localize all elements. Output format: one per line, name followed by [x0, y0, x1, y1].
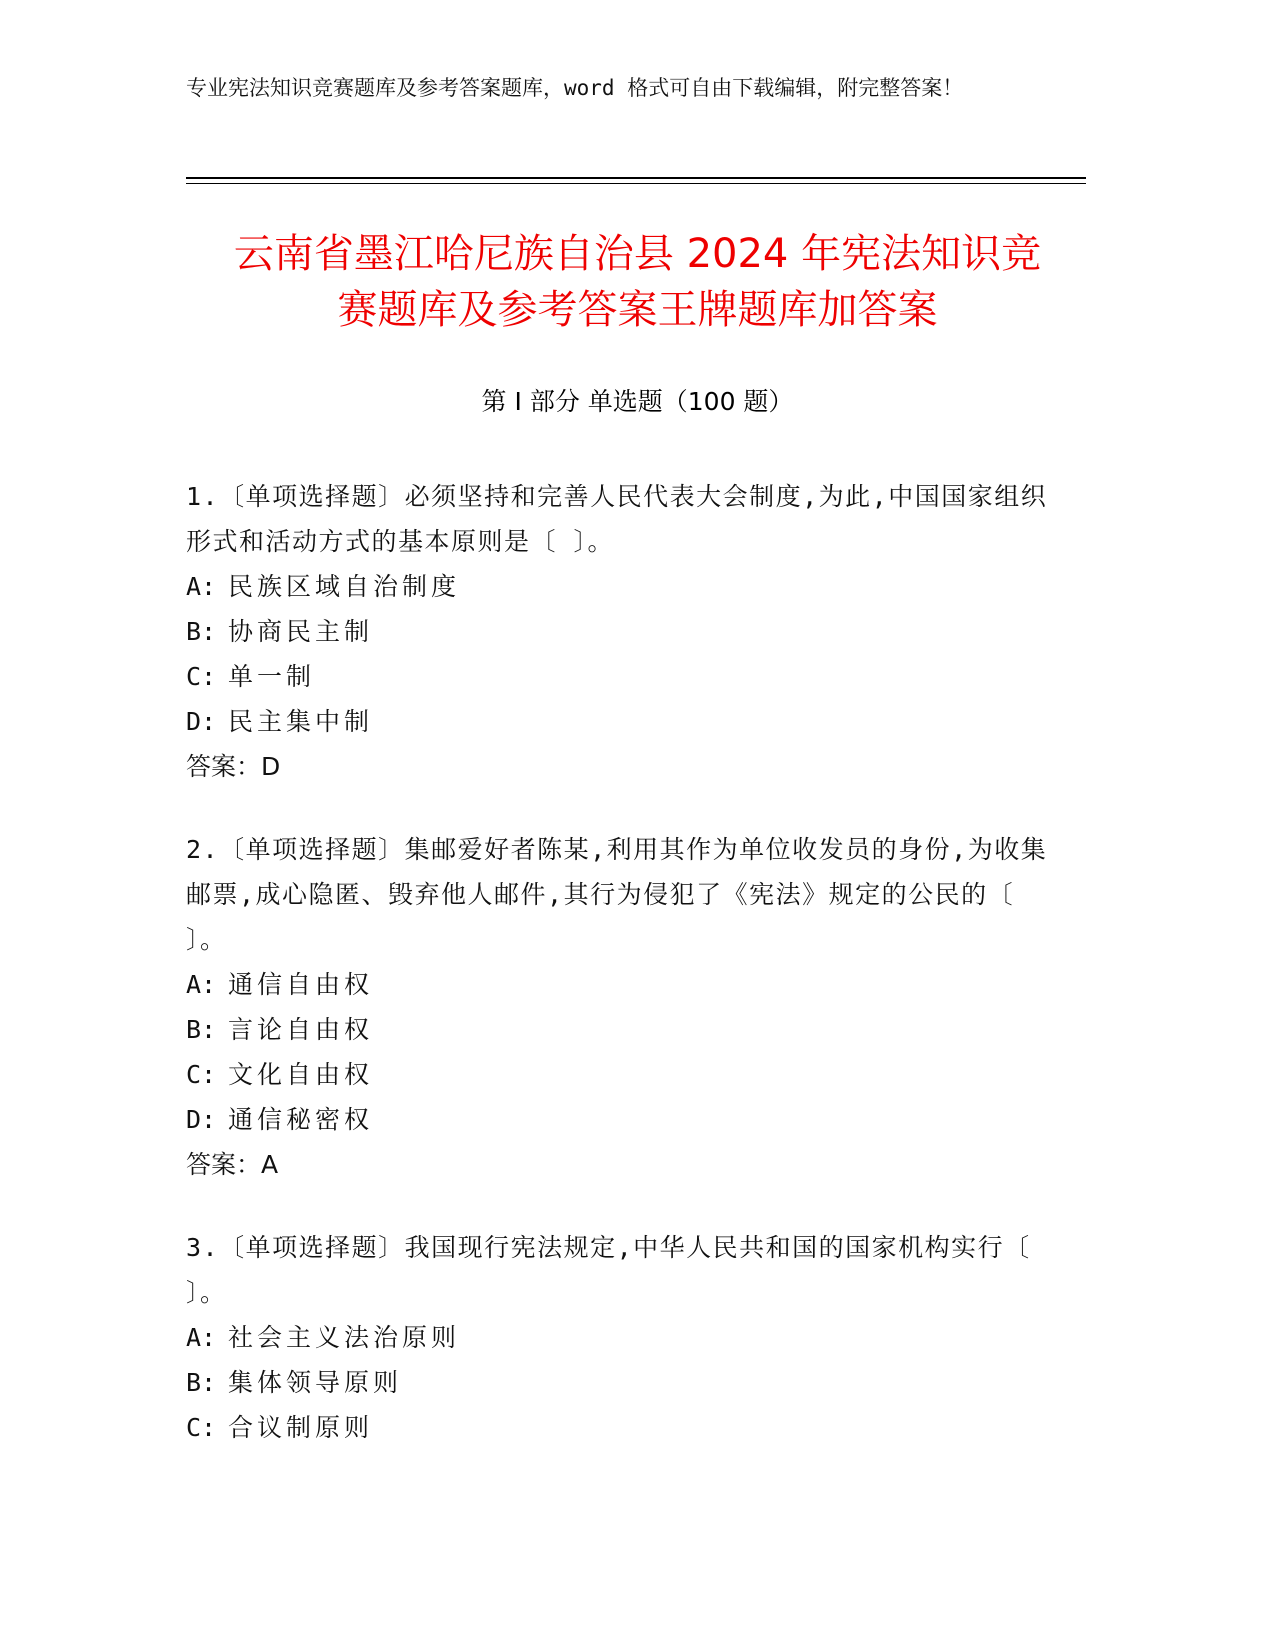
- option-letter: B:: [186, 1015, 217, 1044]
- option-b: [186, 1360, 1066, 1405]
- option-text: 协商民主制: [228, 617, 374, 646]
- option-letter: C:: [186, 1060, 217, 1089]
- answer-line: 答案：D: [186, 752, 281, 781]
- option-a: [186, 564, 1066, 609]
- question-text: 2.〔单项选择题〕集邮爱好者陈某,利用其作为单位收发员的身份,为收集邮票,成心隐匿、毁弃他人邮件,其行为侵犯了《宪法》规定的公民的〔 〕。: [186, 835, 1048, 954]
- option-c: [186, 1405, 1066, 1450]
- question-2: [186, 827, 1066, 1187]
- option-letter: B:: [186, 1368, 217, 1397]
- option-d: [186, 699, 1066, 744]
- question-list: [186, 474, 1066, 1488]
- option-letter: B:: [186, 617, 217, 646]
- option-d: [186, 1097, 1066, 1142]
- option-a: [186, 1315, 1066, 1360]
- document-header: 专业宪法知识竞赛题库及参考答案题库，word 格式可自由下载编辑，附完整答案！: [186, 76, 964, 100]
- header-divider-thick: [186, 177, 1086, 179]
- document-title: [150, 226, 1125, 338]
- option-letter: A:: [186, 970, 217, 999]
- option-c: [186, 1052, 1066, 1097]
- question-text: 1.〔单项选择题〕必须坚持和完善人民代表大会制度,为此,中国国家组织形式和活动方式的基本原则是〔 〕。: [186, 482, 1048, 556]
- section-heading: 第 I 部分 单选题（100 题）: [481, 387, 794, 416]
- option-letter: A:: [186, 572, 217, 601]
- option-text: 社会主义法治原则: [228, 1323, 461, 1352]
- question-3: [186, 1225, 1066, 1450]
- document-title-line-1: 云南省墨江哈尼族自治县 2024 年宪法知识竞: [233, 231, 1042, 277]
- option-b: [186, 1007, 1066, 1052]
- option-letter: D:: [186, 1105, 217, 1134]
- option-text: 民族区域自治制度: [228, 572, 461, 601]
- option-text: 单一制: [228, 662, 316, 691]
- option-letter: D:: [186, 707, 217, 736]
- option-c: [186, 654, 1066, 699]
- option-text: 言论自由权: [228, 1015, 374, 1044]
- option-letter: C:: [186, 1413, 217, 1442]
- answer-line: 答案：A: [186, 1150, 279, 1179]
- option-text: 民主集中制: [228, 707, 374, 736]
- option-text: 通信秘密权: [228, 1105, 374, 1134]
- option-text: 文化自由权: [228, 1060, 374, 1089]
- option-letter: C:: [186, 662, 217, 691]
- question-1: [186, 474, 1066, 789]
- option-text: 通信自由权: [228, 970, 374, 999]
- question-text: 3.〔单项选择题〕我国现行宪法规定,中华人民共和国的国家机构实行〔 〕。: [186, 1233, 1031, 1307]
- option-letter: A:: [186, 1323, 217, 1352]
- option-b: [186, 609, 1066, 654]
- header-divider-thin: [186, 183, 1086, 184]
- document-title-line-2: 赛题库及参考答案王牌题库加答案: [337, 287, 938, 333]
- option-text: 集体领导原则: [228, 1368, 403, 1397]
- option-a: [186, 962, 1066, 1007]
- option-text: 合议制原则: [228, 1413, 374, 1442]
